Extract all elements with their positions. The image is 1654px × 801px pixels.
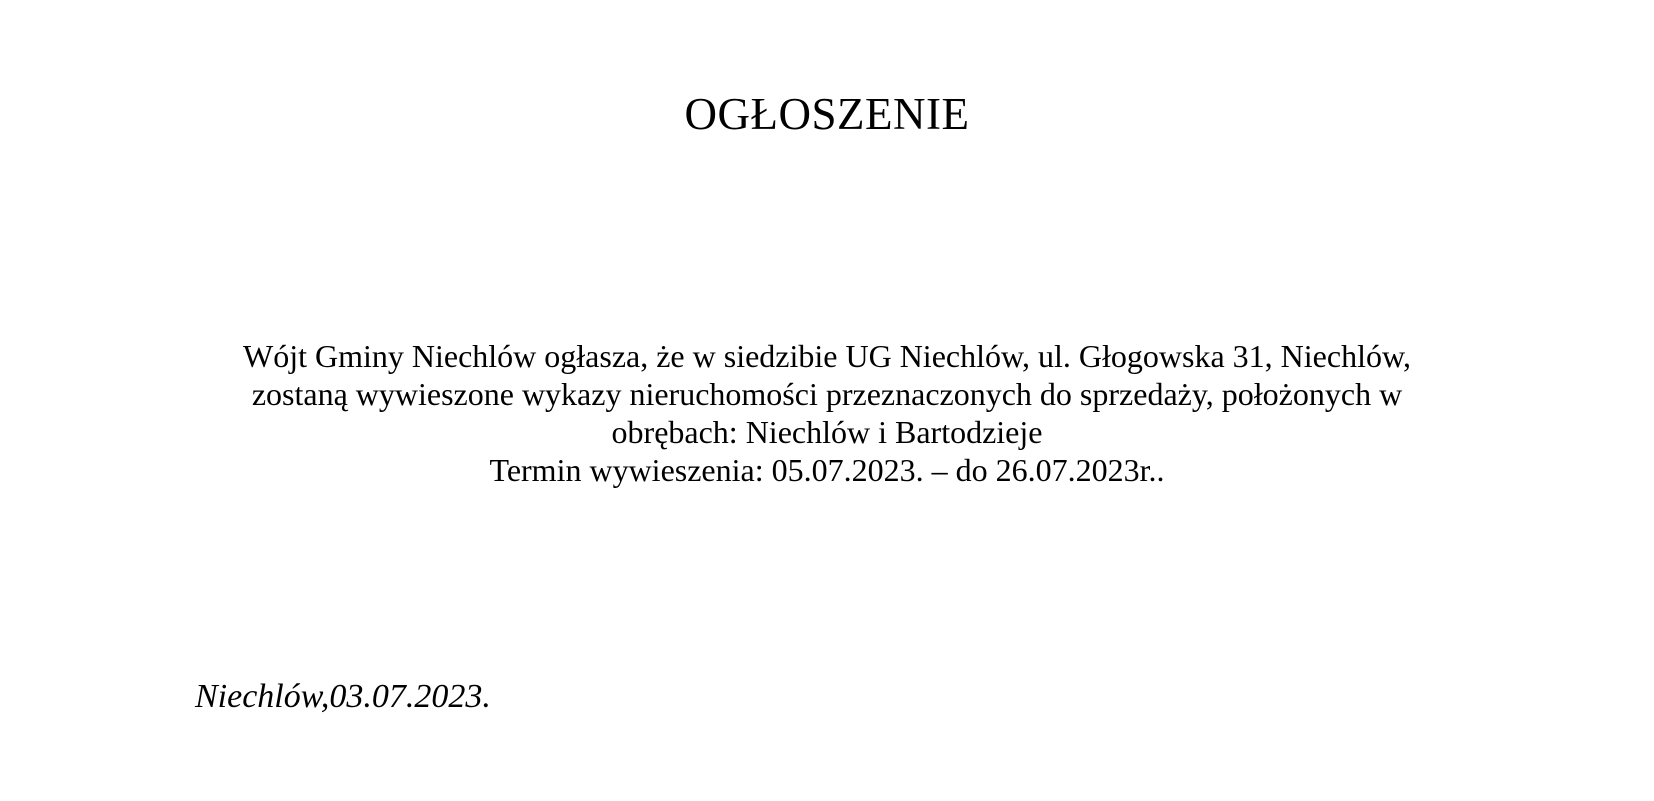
body-line-3: obrębach: Niechlów i Bartodzieje [611, 414, 1043, 450]
announcement-title: OGŁOSZENIE [684, 89, 970, 139]
announcement-body [0, 337, 1654, 489]
body-line-1: Wójt Gminy Niechlów ogłasza, że w siedzibie UG Niechlów, ul. Głogowska 31, Niechlów, [242, 338, 1411, 374]
body-line-4: Termin wywieszenia: 05.07.2023. – do 26.07.2023r.. [489, 452, 1165, 488]
dateline: Niechlów,03.07.2023. [195, 678, 491, 715]
body-line-2: zostaną wywieszone wykazy nieruchomości przeznaczonych do sprzedaży, położonych w [251, 376, 1403, 412]
